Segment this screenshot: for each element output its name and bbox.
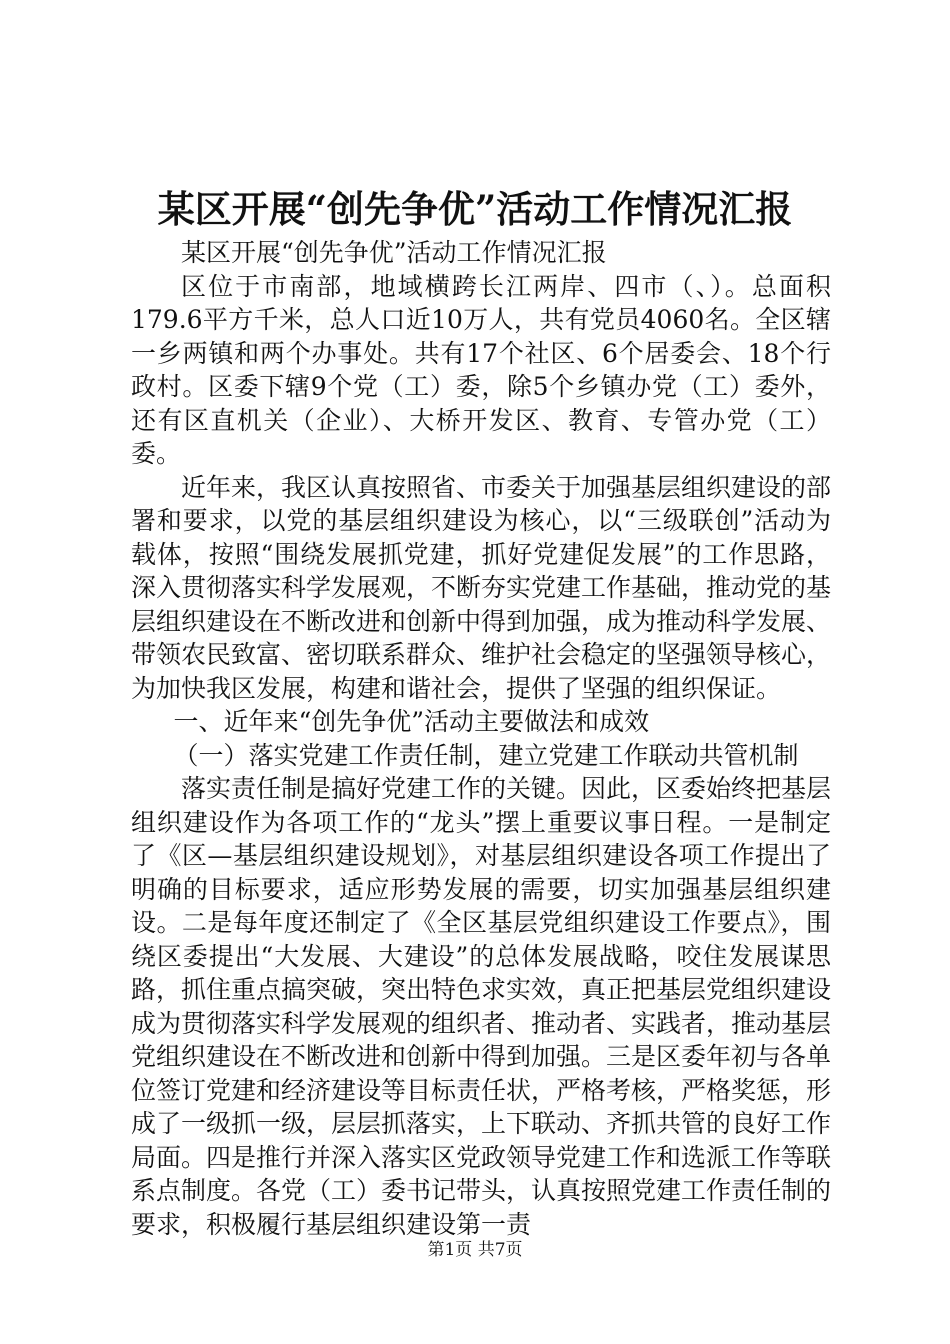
section-subheading-1: （一）落实党建工作责任制，建立党建工作联动共管机制 [173,740,799,770]
paragraph-responsibility: 落实责任制是搞好党建工作的关键。因此，区委始终把基层组织建设作为各项工作的“龙头”摆上重要议事日程。一是制定了《区—基层组织建设规划》，对基层组织建设各项工作提出了明确的目标要求，适应形势发展的需要，切实加强基层组织建设。二是每年度还制定了《全区基层党组织建设工作要点》，围绕区委提出“大发展、大建设”的总体发展战略，咬住发展谋思路，抓住重点搞突破，突出特色求实效，真正把基层党组织建设成为贯彻落实科学发展观的组织者、推动者、实践者，推动基层党组织建设在不断改进和创新中得到加强。三是区委年初与各单位签订党建和经济建设等目标责任状，严格考核，严格奖惩，形成了一级抓一级，层层抓落实，上下联动、齐抓共管的良好工作局面。四是推行并深入落实区党政领导党建工作和选派工作等联系点制度。各党（工）委书记带头，认真按照党建工作责任制的要求，积极履行基层组织建设第一责 [131,774,832,1239]
document-title: 某区开展“创先争优”活动工作情况汇报 [157,187,793,231]
section-heading-1: 一、近年来“创先争优”活动主要做法和成效 [173,707,650,736]
paragraph-recent-years: 近年来，我区认真按照省、市委关于加强基层组织建设的部署和要求，以党的基层组织建设为核心，以“三级联创”活动为载体，按照“围绕发展抓党建，抓好党建促发展”的工作思路，深入贯彻落实科学发展观，不断夯实党建工作基础，推动党的基层组织建设在不断改进和创新中得到加强，成为推动科学发展、带领农民致富、密切联系群众、维护社会稳定的坚强领导核心，为加快我区发展，构建和谐社会，提供了坚强的组织保证。 [131,472,832,703]
paragraph-subtitle: 某区开展“创先争优”活动工作情况汇报 [181,238,607,267]
page-number-footer: 第1页 共7页 [427,1240,523,1260]
paragraph-overview: 区位于市南部，地域横跨长江两岸、四市（、）。总面积179.6平方千米，总人口近10万人，共有党员4060名。全区辖一乡两镇和两个办事处。共有17个社区、6个居委会、18个行政村。区委下辖9个党（工）委，除5个乡镇办党（工）委外，还有区直机关（企业）、大桥开发区、教育、专管办党（工）委。 [131,271,831,468]
document-body [131,236,831,1241]
